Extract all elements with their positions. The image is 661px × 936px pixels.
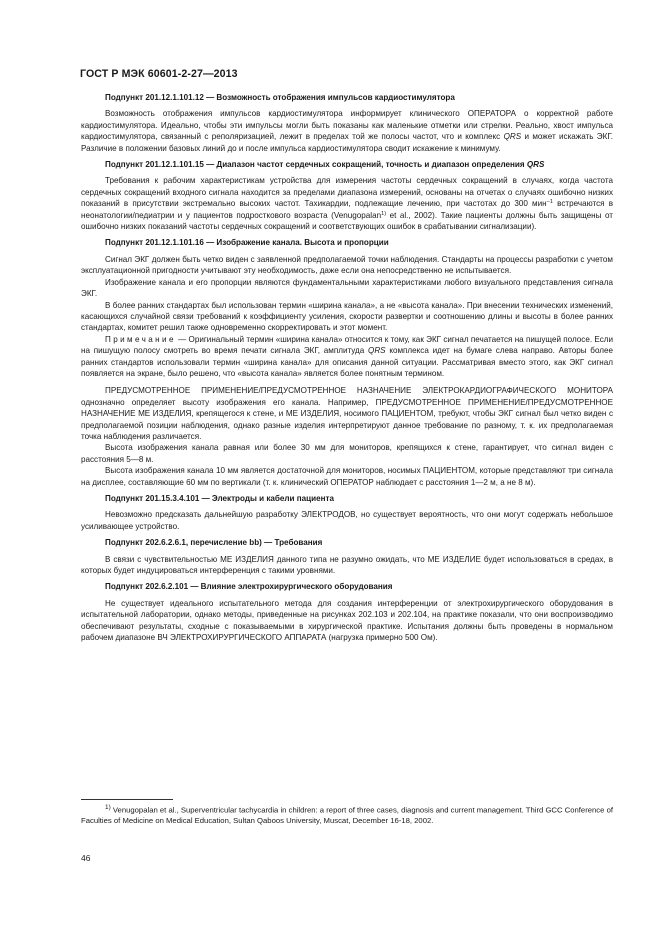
note-paragraph bbox=[81, 334, 613, 380]
text-run: комплекса идет на бумаге слева направо. Авторы более ранних стандартов использовали термин «ширина канала» для описания данной ситуации. Рассматривая вместо этого, как ЭКГ сигнал появляется на экране, было решено, что «высота канала» является более понятным термином. bbox=[81, 346, 613, 378]
footnote-body: Venugopalan et al., Superventricular tachycardia in children: a report of three cases, diagnosis and current management. Third GCC Conference of Faculties of Medicine on Medical Education, Sultan Qaboos University, Muscat, December 16-18, 2002. bbox=[81, 805, 613, 826]
paragraph-ecg-visibility: Сигнал ЭКГ должен быть четко виден с заявленной предполагаемой точки наблюдения. Стандарты на процессы разработки с учетом эксплуатационной пригодности учитывают эту необходимость, даже если она непосредственно не испытывается. bbox=[81, 254, 613, 276]
footnote-text bbox=[81, 803, 613, 827]
paragraph-patient-monitor-height: Высота изображения канала 10 мм является достаточной для мониторов, носимых ПАЦИЕНТОМ, которые представляют три сигнала на дисплее, составляющие 60 мм по вертикали (т. к. клинический ОПЕРАТОР наблюдает с расстояния 1—2 м, а не 8 м). bbox=[81, 466, 613, 487]
subclause-heading-12-1-101-16: Подпункт 201.12.1.101.16 — Изображение канала. Высота и пропорции bbox=[105, 238, 389, 248]
footnote-separator bbox=[81, 799, 173, 800]
footnote-reference: 1) bbox=[381, 210, 387, 217]
subclause-heading-12-1-101-15 bbox=[81, 159, 613, 170]
paragraph-electrosurgical: Не существует идеального испытательного метода для создания интерференции от электрохирургического оборудования в испытательной лаборатории, однако методы, приведенные на рисунках 202.103 и 202.104, на практике показали, что они воспроизводимо обеспечивают результаты, сходные с показываемыми в хирургической практике. Испытания должны быть проведены в нормальном рабочем диапазоне ВЧ ЭЛЕКТРОХИРУРГИЧЕСКОГО АППАРАТА (нагрузка примерно 500 Ом). bbox=[81, 598, 613, 643]
text-run: Возможность отображения импульсов кардиостимулятора информирует клинического ОПЕРАТОРА о корректной работе кардиостимулятора. Идеально, чтобы эти импульсы могли быть показаны как маленькие отметки или стрелки. Реально, хвост импульса кардиостимулятора, связанный с реполяризацией, лежит в пределах той же полосы частот, что и комплекс bbox=[81, 109, 613, 142]
subclause-heading-12-1-101-12: Подпункт 201.12.1.101.12 — Возможность отображения импульсов кардиостимулятора bbox=[105, 93, 455, 102]
text-run: и может искажать ЭКГ. Различие в положении базовых линий до и после импульса кардиостимулятора сводит искажение к минимуму. bbox=[81, 132, 613, 153]
subclause-heading-202-6-2-101: Подпункт 202.6.2.101 — Влияние электрохирургического оборудования bbox=[105, 582, 393, 592]
paragraph-intended-use: ПРЕДУСМОТРЕННОЕ ПРИМЕНЕНИЕ/ПРЕДУСМОТРЕННОЕ НАЗНАЧЕНИЕ ЭЛЕКТРОКАРДИОГРАФИЧЕСКОГО МОНИТОРА однозначно определяет высоту изображения его канала. Например, ПРЕДУСМОТРЕННОЕ ПРИМЕНЕНИЕ/ПРЕДУСМОТРЕННОЕ НАЗНАЧЕНИЕ МЕ ИЗДЕЛИЯ, крепящегося к стене, и МЕ ИЗДЕЛИЯ, носимого ПАЦИЕНТОМ, требуют, чтобы ЭКГ сигнал был четко виден с предполагаемой позиции наблюдения, однако разные изделия интерпретируют данное требование по разному, т. к. их предполагаемая точка наблюдения различается. bbox=[81, 386, 613, 441]
paragraph-electrodes: Невозможно предсказать дальнейшую разработку ЭЛЕКТРОДОВ, но существует вероятность, что они могут содержать небольшое усиливающее устройство. bbox=[81, 510, 613, 531]
paragraph-earlier-standards: В более ранних стандартах был использован термин «ширина канала», а не «высота канала». При внесении технических изменений, касающихся случайной связи требований к коэффициенту усиления, скорости развертки и соотношению длины и высоты в более ранних стандартах, комитет решил также одновременно скорректировать и этот момент. bbox=[81, 300, 613, 333]
running-header: ГОСТ Р МЭК 60601-2-27—2013 bbox=[80, 68, 238, 80]
paragraph-wall-monitor-height: Высота изображения канала равная или более 30 мм для мониторов, крепящихся к стене, гарантирует, что сигнал виден с расстояния 5—8 м. bbox=[81, 443, 613, 464]
heading-text: Подпункт 201.12.1.101.15 — Диапазон частот сердечных сокращений, точность и диапазон определения bbox=[105, 160, 527, 170]
footnote bbox=[81, 803, 613, 827]
qrs-italic: QRS bbox=[503, 132, 522, 142]
note-label: Примечание bbox=[105, 334, 176, 344]
footnote-mark: 1) bbox=[105, 804, 111, 811]
document-body bbox=[81, 92, 613, 643]
subclause-heading-202-6-2-6-1: Подпункт 202.6.2.6.1, перечисление bb) — Требования bbox=[105, 538, 323, 548]
paragraph-heart-rate bbox=[81, 175, 613, 232]
text-run: — Оригинальный термин «ширина канала» относится к тому, как ЭКГ сигнал печатается на пишущей полосе. Если на пишущую полосу смотреть во время печати сигнала ЭКГ, амплитуда bbox=[81, 334, 613, 356]
text-run: et al., 2002). Такие пациенты должны быть защищены от ошибочно низких показаний частоты сердечных сокращений и соответствующих ошибок в срабатывании сигнализации). bbox=[81, 210, 613, 232]
superscript-minus-one: −1 bbox=[546, 199, 553, 206]
paragraph-pacemaker-pulse bbox=[81, 108, 613, 154]
page-number: 46 bbox=[81, 853, 91, 863]
paragraph-channel-proportions: Изображение канала и его пропорции являются фундаментальными характеристиками любого визуального представления сигнала ЭКГ. bbox=[81, 277, 613, 299]
qrs-italic: QRS bbox=[526, 160, 545, 170]
text-run: встречаются в неонатологии/педиатрии и у пациентов подросткового возраста (Venugopalan bbox=[81, 199, 613, 220]
subclause-heading-15-3-4-101: Подпункт 201.15.3.4.101 — Электроды и кабели пациента bbox=[105, 494, 334, 503]
text-run: Требования к рабочим характеристикам устройства для измерения частоты сердечных сокращений в случаях, когда частота сердечных сокращений входного сигнала находится за пределами диапазона измерений, основаны на отчетах о случаях ошибочно низких показаний в присутствии экстремально высоких частот. Тахикардии, подлежащие лечению, при частотах до 300 мин bbox=[81, 176, 613, 209]
paragraph-sensitivity: В связи с чувствительностью МЕ ИЗДЕЛИЯ данного типа не разумно ожидать, что МЕ ИЗДЕЛИЕ будет использоваться в средах, в которых будет индуцироваться интерференция с такими уровнями. bbox=[81, 554, 613, 576]
qrs-italic: QRS bbox=[368, 346, 386, 356]
